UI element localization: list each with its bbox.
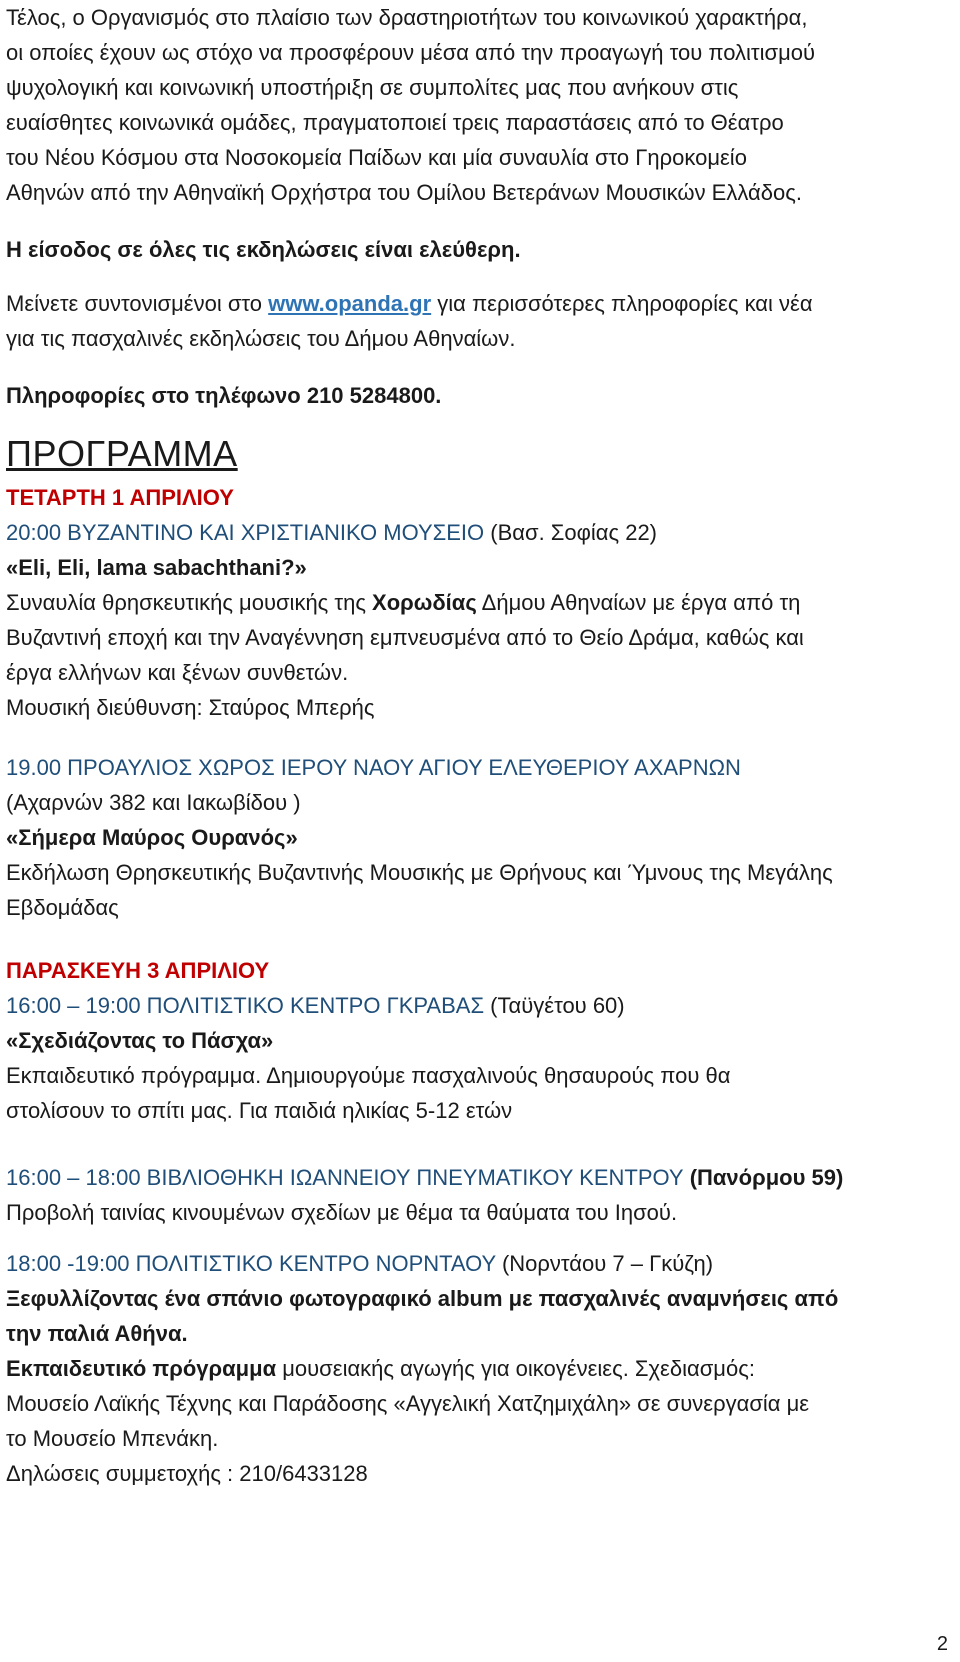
event-address: (Ταϋγέτου 60) <box>484 993 625 1018</box>
intro-line: ψυχολογική και κοινωνική υποστήριξη σε συμπολίτες μας που ανήκουν στις <box>6 75 739 100</box>
event-title: «Σχεδιάζοντας το Πάσχα» <box>6 1028 274 1053</box>
event-desc-line: έργα ελλήνων και ξένων συνθετών. <box>6 660 349 685</box>
event-desc-bold: Χορωδίας <box>372 590 477 615</box>
phone-info: Πληροφορίες στο τηλέφωνο 210 5284800. <box>6 383 442 408</box>
event-desc-line: Βυζαντινή εποχή και την Αναγέννηση εμπνευσμένα από το Θείο Δράμα, καθώς και <box>6 625 804 650</box>
page-number: 2 <box>936 1633 948 1655</box>
stay-tuned-text-after: για περισσότερες πληροφορίες και νέα <box>431 291 813 316</box>
event-time-place: 16:00 – 19:00 ΠΟΛΙΤΙΣΤΙΚΟ ΚΕΝΤΡΟ ΓΚΡΑΒΑΣ <box>6 993 485 1018</box>
intro-paragraph <box>6 0 815 210</box>
intro-line: οι οποίες έχουν ως στόχο να προσφέρουν μέσα από την προαγωγή του πολιτισμού <box>6 40 816 65</box>
event-time-place: 19.00 ΠΡΟΑΥΛΙΟΣ ΧΩΡΟΣ ΙΕΡΟΥ ΝΑΟΥ ΑΓΙΟΥ ΕΛΕΥΘΕΡΙΟΥ ΑΧΑΡΝΩΝ <box>6 755 741 780</box>
event-time-place: 16:00 – 18:00 ΒΙΒΛΙΟΘΗΚΗ ΙΩΑΝΝΕΙΟΥ ΠΝΕΥΜΑΤΙΚΟΥ ΚΕΝΤΡΟΥ <box>6 1165 684 1190</box>
stay-tuned-text: Μείνετε συντονισμένοι στο <box>6 291 269 316</box>
event-title: «Eli, Eli, lama sabachthani?» <box>6 555 307 580</box>
event-desc-after: μουσειακής αγωγής για οικογένειες. Σχεδιασμός: <box>276 1356 755 1381</box>
stay-tuned-line2: για τις πασχαλινές εκδηλώσεις του Δήμου Αθηναίων. <box>6 326 516 351</box>
opanda-link[interactable]: www.opanda.gr <box>268 291 432 316</box>
event-address: (Αχαρνών 382 και Ιακωβίδου ) <box>6 790 301 815</box>
program-title: ΠΡΟΓΡΑΜΜΑ <box>6 433 238 474</box>
day3-event2 <box>6 1160 843 1230</box>
event-desc-line: το Μουσείο Μπενάκη. <box>6 1426 219 1451</box>
event-address: (Βασ. Σοφίας 22) <box>484 520 658 545</box>
event-address: (Νορντάου 7 – Γκύζη) <box>495 1251 714 1276</box>
event-desc-bold: Εκπαιδευτικό πρόγραμμα <box>6 1356 277 1381</box>
event-desc-line: Εκδήλωση Θρησκευτικής Βυζαντινής Μουσικής με Θρήνους και Ύμνους της Μεγάλης <box>6 860 833 885</box>
event-title: «Σήμερα Μαύρος Ουρανός» <box>6 825 298 850</box>
event-title-line: Ξεφυλλίζοντας ένα σπάνιο φωτογραφικό album με πασχαλινές αναμνήσεις από <box>6 1286 839 1311</box>
day1-event2 <box>6 750 833 925</box>
day3-event3 <box>6 1246 838 1491</box>
event-desc-line: Εκπαιδευτικό πρόγραμμα. Δημιουργούμε πασχαλινούς θησαυρούς που θα <box>6 1063 731 1088</box>
day3-title: ΠΑΡΑΣΚΕΥΗ 3 ΑΠΡΙΛΙΟΥ <box>6 958 270 983</box>
event-time-place: 20:00 ΒΥΖΑΝΤΙΝΟ ΚΑΙ ΧΡΙΣΤΙΑΝΙΚΟ ΜΟΥΣΕΙΟ <box>6 520 485 545</box>
intro-line: Τέλος, ο Οργανισμός στο πλαίσιο των δραστηριοτήτων του κοινωνικού χαρακτήρα, <box>6 5 808 30</box>
event-desc: Προβολή ταινίας κινουμένων σχεδίων με θέμα τα θαύματα του Ιησού. <box>6 1200 678 1225</box>
event-desc-line: Εβδομάδας <box>6 895 119 920</box>
day3-event1 <box>6 988 730 1128</box>
stay-tuned-paragraph <box>6 286 813 356</box>
event-desc-line: στολίσουν το σπίτι μας. Για παιδιά ηλικίας 5-12 ετών <box>6 1098 513 1123</box>
event-desc: Συναυλία θρησκευτικής μουσικής της <box>6 590 373 615</box>
event-registration: Δηλώσεις συμμετοχής : 210/6433128 <box>6 1461 368 1486</box>
day1-event1 <box>6 515 804 725</box>
event-desc-line: Μουσείο Λαϊκής Τέχνης και Παράδοσης «Αγγελική Χατζημιχάλη» σε συνεργασία με <box>6 1391 810 1416</box>
intro-line: του Νέου Κόσμου στα Νοσοκομεία Παίδων και μία συναυλία στο Γηροκομείο <box>6 145 747 170</box>
intro-line: Αθηνών από την Αθηναϊκή Ορχήστρα του Ομίλου Βετεράνων Μουσικών Ελλάδος. <box>6 180 802 205</box>
event-director: Μουσική διεύθυνση: Σταύρος Μπερής <box>6 695 375 720</box>
event-desc-after: Δήμου Αθηναίων με έργα από τη <box>476 590 801 615</box>
event-address: (Πανόρμου 59) <box>683 1165 844 1190</box>
intro-line: ευαίσθητες κοινωνικά ομάδες, πραγματοποιεί τρεις παραστάσεις από το Θέατρο <box>6 110 784 135</box>
free-entry-note: Η είσοδος σε όλες τις εκδηλώσεις είναι ελεύθερη. <box>6 237 521 262</box>
event-title-line: την παλιά Αθήνα. <box>6 1321 188 1346</box>
day1-title: ΤΕΤΑΡΤΗ 1 ΑΠΡΙΛΙΟΥ <box>6 485 234 510</box>
event-time-place: 18:00 -19:00 ΠΟΛΙΤΙΣΤΙΚΟ ΚΕΝΤΡΟ ΝΟΡΝΤΑΟΥ <box>6 1251 496 1276</box>
